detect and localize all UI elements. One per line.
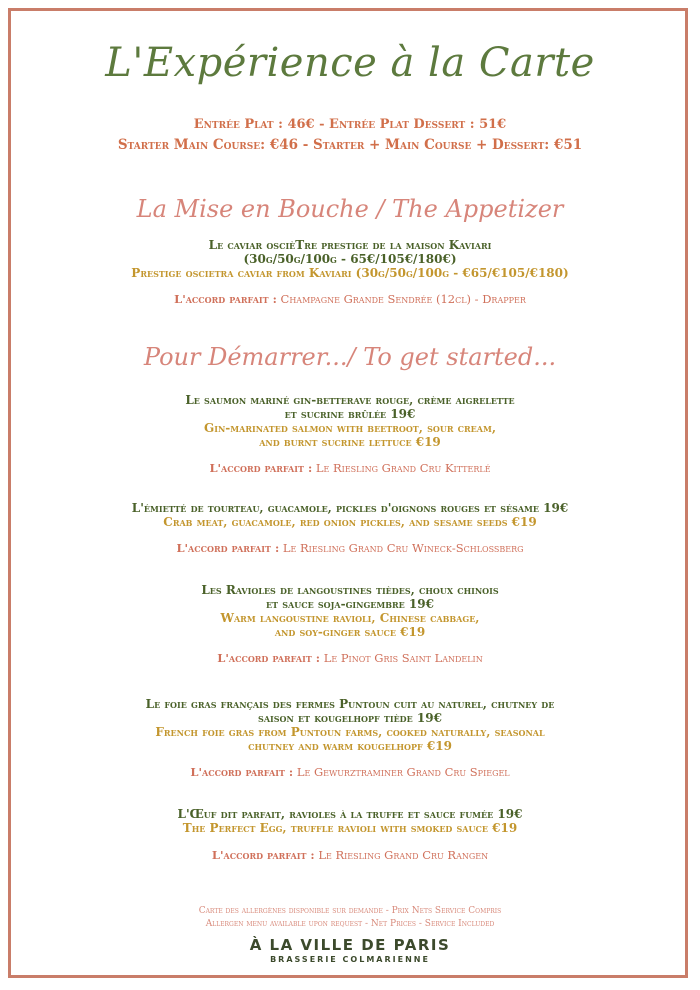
pairing-wine: Le Riesling Grand Cru Kitterlé bbox=[315, 461, 491, 475]
section-heading-appetizer: La Mise en Bouche / The Appetizer bbox=[136, 195, 564, 223]
pairing-wine: Le Riesling Grand Cru Rangen bbox=[318, 848, 489, 862]
pairing-label: L'accord parfait : bbox=[209, 461, 313, 475]
menu-title: L'Expérience à la Carte bbox=[105, 40, 595, 86]
dish-fr-line: Le saumon mariné gin-betterave rouge, crème aigrelette bbox=[185, 393, 515, 407]
price-line-fr: Entrée Plat : 46€ - Entrée Plat Dessert : 51€ bbox=[193, 117, 507, 132]
wine-pairing bbox=[0, 461, 700, 475]
price-line-en: Starter Main Course: €46 - Starter + Main Course + Dessert: €51 bbox=[117, 137, 583, 153]
dish-en-line: The Perfect Egg, truffle ravioli with smoked sauce €19 bbox=[182, 821, 518, 835]
dish-en-line: Warm langoustine ravioli, Chinese cabbage, bbox=[220, 611, 480, 625]
dish-fr-line: L'émietté de tourteau, guacamole, pickles d'oignons rouges et sésame 19€ bbox=[131, 501, 569, 515]
pairing-wine: Le Pinot Gris Saint Landelin bbox=[323, 651, 483, 665]
allergen-note-fr: Carte des allergènes disponible sur demande - Prix Nets Service Compris bbox=[198, 906, 502, 916]
dish-fr-line: et sucrine brûlée 19€ bbox=[284, 407, 416, 421]
brand-subtitle: BRASSERIE COLMARIENNE bbox=[270, 955, 430, 964]
wine-pairing bbox=[0, 651, 700, 665]
dish-en-line: and burnt sucrine lettuce €19 bbox=[259, 435, 441, 449]
pairing-wine: Le Riesling Grand Cru Wineck-Schlossberg bbox=[282, 541, 524, 555]
pairing-label: L'accord parfait : bbox=[217, 651, 321, 665]
wine-pairing bbox=[0, 541, 700, 555]
dish-en-line: Gin-marinated salmon with beetroot, sour cream, bbox=[203, 421, 497, 435]
pairing-label: L'accord parfait : bbox=[211, 848, 315, 862]
dish-fr-line: Les Ravioles de langoustines tièdes, choux chinois bbox=[201, 583, 499, 597]
pairing-wine: Le Gewurztraminer Grand Cru Spiegel bbox=[296, 765, 510, 779]
brand-name: À LA VILLE DE PARIS bbox=[249, 936, 451, 954]
dish-fr-line: Le foie gras français des fermes Puntoun cuit au naturel, chutney de bbox=[145, 697, 555, 711]
wine-pairing bbox=[0, 765, 700, 779]
dish-en-line: chutney and warm kougelhopf €19 bbox=[248, 739, 452, 753]
section-heading-starters: Pour Démarrer.../ To get started... bbox=[143, 343, 557, 371]
dish-fr-line: L'Œuf dit parfait, ravioles à la truffe et sauce fumée 19€ bbox=[177, 807, 523, 821]
wine-pairing bbox=[0, 848, 700, 862]
dish-en-line: and soy-ginger sauce €19 bbox=[274, 625, 426, 639]
dish-en-line: French foie gras from Puntoun farms, cooked naturally, seasonal bbox=[155, 725, 545, 739]
pairing-label: L'accord parfait : bbox=[176, 541, 280, 555]
dish-fr-line: (30g/50g/100g - 65€/105€/180€) bbox=[243, 252, 457, 266]
dish-fr-line: Le caviar oscièTre prestige de la maison Kaviari bbox=[208, 238, 492, 252]
dish-fr-line: saison et kougelhopf tiède 19€ bbox=[258, 711, 442, 725]
pairing-wine: Champagne Grande Sendrée (12cl) - Drapper bbox=[280, 292, 526, 306]
dish-en-line: Prestige oscietra caviar from Kaviari (30g/50g/100g - €65/€105/€180) bbox=[131, 266, 569, 280]
dish-fr-line: et sauce soja-gingembre 19€ bbox=[266, 597, 434, 611]
pairing-label: L'accord parfait : bbox=[174, 292, 277, 306]
allergen-note-en: Allergen menu available upon request - Net Prices - Service Included bbox=[205, 919, 495, 929]
dish-en-line: Crab meat, guacamole, red onion pickles, and sesame seeds €19 bbox=[163, 515, 537, 529]
wine-pairing bbox=[0, 292, 700, 306]
pairing-label: L'accord parfait : bbox=[190, 765, 294, 779]
